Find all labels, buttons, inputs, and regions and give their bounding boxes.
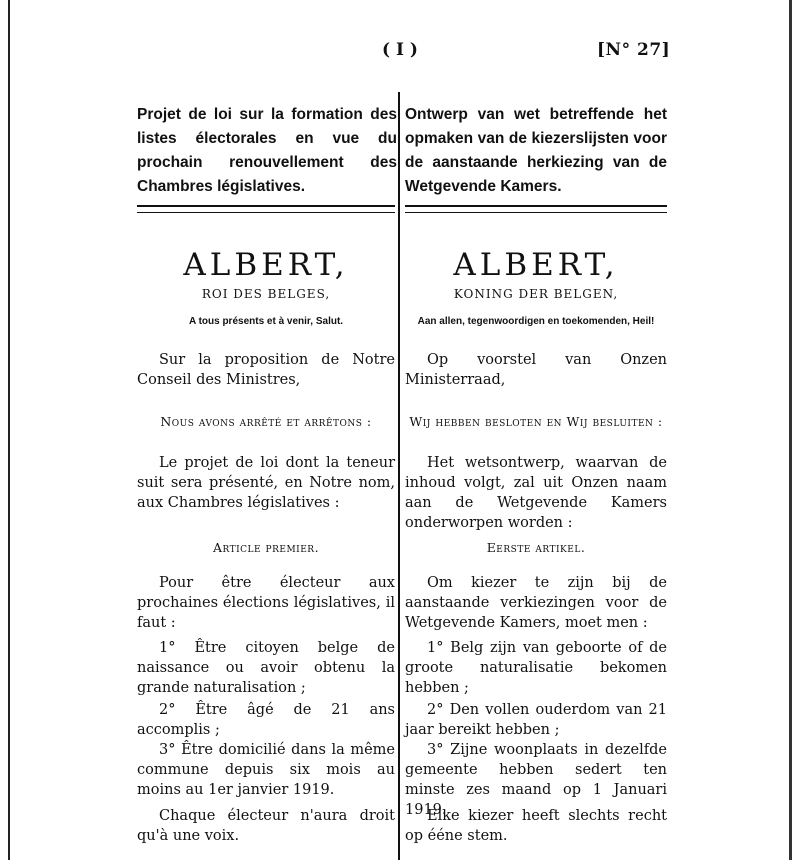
french-proposal: Sur la proposition de Notre Conseil des Ministres, (137, 352, 395, 388)
dutch-title: Ontwerp van wet betreffende het opmaken van de kiezerslijsten voor de aanstaande herkiezing van de Wetgevende Kamers. (405, 106, 667, 195)
dutch-king-name: ALBERT, (453, 247, 619, 283)
dutch-condition-3: 3° Zijne woonplaats in dezelfde gemeente hebben sedert ten minste zes maand op 1 Januari 1919. (405, 742, 667, 818)
dutch-greeting: Aan allen, tegenwoordigen en toekomenden, Heil! (417, 316, 655, 327)
french-condition-3: 3° Être domicilié dans la même commune depuis six mois au moins au 1er janvier 1919. (137, 742, 395, 798)
dutch-decree: Wij hebben besloten en Wij besluiten : (409, 414, 663, 429)
dutch-condition-1: 1° Belg zijn van geboorte of de groote naturalisatie bekomen hebben ; (405, 640, 667, 696)
french-title-rule (137, 205, 395, 213)
scan-border-left (8, 0, 10, 860)
document-number: [N° 27] (597, 40, 671, 60)
french-decree: Nous avons arrêté et arrêtons : (160, 414, 372, 429)
french-condition-1: 1° Être citoyen belge de naissance ou avoir obtenu la grande naturalisation ; (137, 640, 395, 696)
french-intro: Le projet de loi dont la teneur suit sera présenté, en Notre nom, aux Chambres législatives : (137, 455, 395, 511)
dutch-proposal: Op voorstel van Onzen Ministerraad, (405, 352, 667, 388)
dutch-condition-2: 2° Den vollen ouderdom van 21 jaar bereikt hebben ; (405, 702, 667, 738)
french-closing: Chaque électeur n'aura droit qu'à une voix. (137, 808, 395, 844)
french-article-intro: Pour être électeur aux prochaines élections législatives, il faut : (137, 575, 395, 631)
dutch-article-intro: Om kiezer te zijn bij de aanstaande verkiezingen voor de Wetgevende Kamers, moet men : (405, 575, 667, 631)
french-king-subtitle: ROI DES BELGES, (201, 287, 331, 301)
dutch-king-subtitle: KONING DER BELGEN, (453, 287, 619, 301)
dutch-intro: Het wetsontwerp, waarvan de inhoud volgt, zal uit Onzen naam aan de Wetgevende Kamers onderworpen worden : (405, 455, 667, 531)
french-greeting: A tous présents et à venir, Salut. (188, 316, 344, 327)
page-number: ( I ) (382, 40, 418, 60)
french-condition-2: 2° Être âgé de 21 ans accomplis ; (137, 702, 395, 738)
dutch-title-rule (405, 205, 667, 213)
dutch-closing: Elke kiezer heeft slechts recht op ééne stem. (405, 808, 667, 844)
french-king-name: ALBERT, (183, 247, 349, 283)
french-article-heading: Article premier. (212, 540, 320, 555)
column-divider (398, 92, 400, 860)
dutch-article-heading: Eerste artikel. (486, 540, 586, 555)
french-title: Projet de loi sur la formation des listes électorales en vue du prochain renouvellement des Chambres législatives. (137, 106, 397, 195)
scan-border-right (789, 0, 792, 860)
